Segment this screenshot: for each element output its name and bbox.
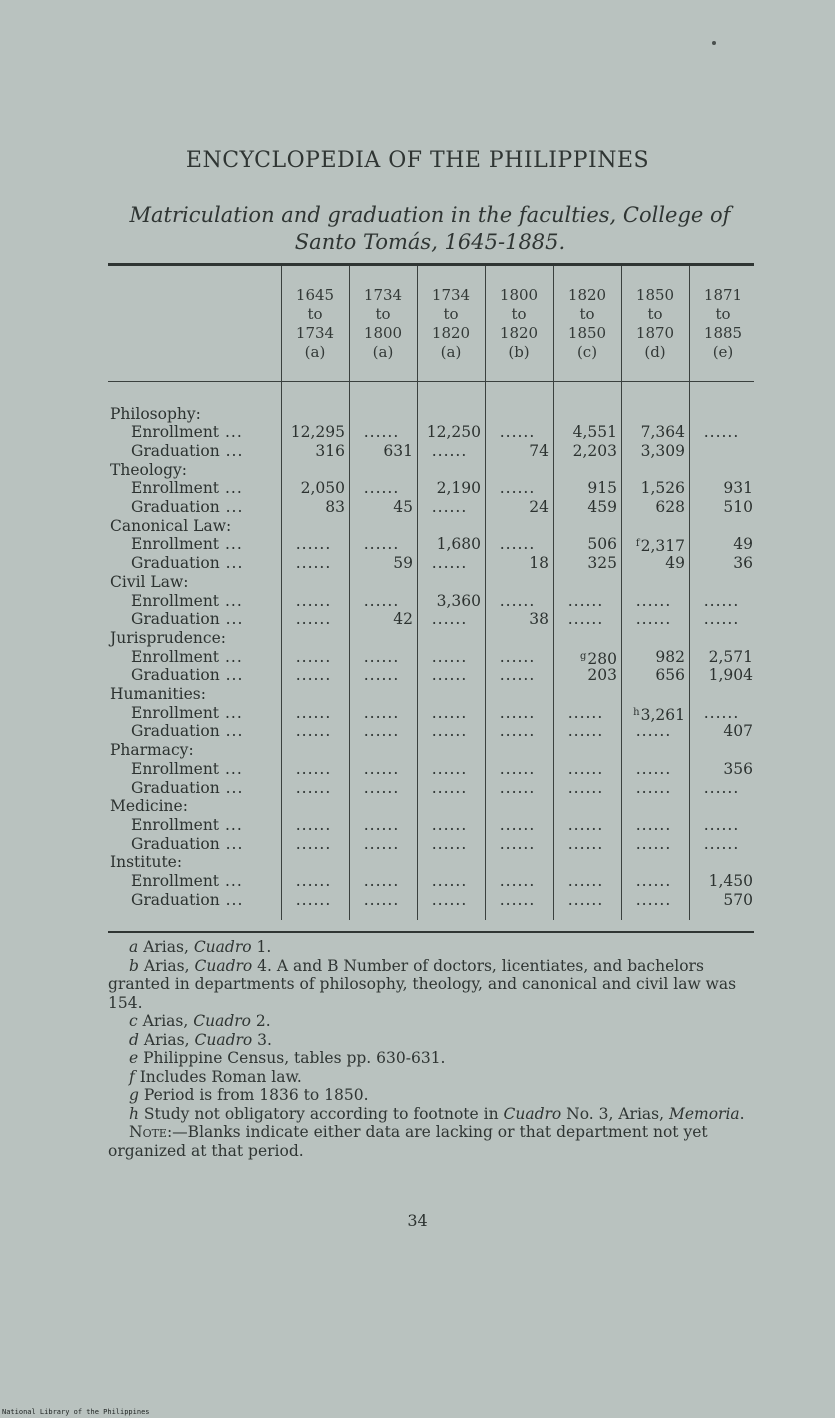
- table-cell: ......: [363, 479, 400, 498]
- table-cell: ......: [295, 535, 332, 554]
- row-label: Graduation ...: [131, 890, 244, 909]
- table-cell: 506: [587, 535, 617, 554]
- column-header-note: (c): [576, 343, 598, 361]
- table-title-line-1: Matriculation and graduation in the faculties, College of: [129, 203, 731, 227]
- table-cell: ......: [363, 834, 400, 853]
- table-cell: ......: [431, 872, 468, 890]
- table-cell: 42: [393, 610, 413, 629]
- column-header-note: (a): [440, 343, 462, 361]
- table-cell: ......: [431, 778, 468, 797]
- column-header-note: (e): [712, 343, 734, 361]
- row-label: Graduation ...: [131, 778, 244, 797]
- table-cell: ......: [567, 834, 604, 853]
- column-header-end: 1820: [431, 324, 471, 342]
- row-label: Graduation ...: [131, 610, 244, 629]
- section-label: Pharmacy:: [110, 741, 194, 760]
- table-cell: 407: [723, 722, 753, 741]
- column-header: [486, 286, 552, 362]
- table-cell: 356: [723, 759, 753, 778]
- column-header: [690, 286, 756, 362]
- table-cell: 1,680: [436, 535, 481, 554]
- table-cell: ......: [295, 647, 332, 666]
- column-header-from: 1820: [567, 286, 607, 304]
- table-cell: ......: [295, 872, 332, 890]
- row-label: Graduation ...: [131, 722, 244, 741]
- section-heading-row: [108, 629, 754, 648]
- table-cell: ......: [499, 872, 536, 890]
- section-heading-row: [108, 461, 754, 480]
- column-header: [418, 286, 484, 362]
- section-label: Civil Law:: [110, 572, 189, 591]
- table-cell: ......: [363, 872, 400, 890]
- column-header-to: to: [715, 305, 731, 323]
- table-cell: ......: [295, 834, 332, 853]
- table-top-rule: [108, 263, 754, 266]
- table-cell: ......: [499, 591, 536, 610]
- table-cell: 2,050: [300, 479, 345, 498]
- table-cell: ......: [295, 591, 332, 610]
- table-cell: ......: [635, 610, 672, 629]
- table-cell: ......: [431, 722, 468, 741]
- table-cell: ......: [295, 703, 332, 722]
- table-cell: ......: [295, 610, 332, 629]
- row-label: Enrollment ...: [131, 815, 243, 834]
- table-cell: ......: [499, 722, 536, 741]
- table-cell: ......: [295, 815, 332, 834]
- table-cell: ......: [363, 591, 400, 610]
- table-cell: ......: [703, 591, 740, 610]
- table-cell: ......: [431, 498, 468, 516]
- table-row: [108, 498, 754, 517]
- table-cell: ......: [363, 666, 400, 685]
- table-cell: 1,904: [708, 666, 753, 685]
- running-head: ENCYCLOPEDIA OF THE PHILIPPINES: [185, 148, 650, 173]
- table-cell: 982: [655, 647, 685, 666]
- table-cell: 316: [315, 441, 345, 460]
- table-cell: 1,450: [708, 872, 753, 890]
- table-row: [108, 442, 754, 461]
- table-cell: ......: [567, 610, 604, 629]
- table-cell: ......: [567, 591, 604, 610]
- table-cell: ......: [499, 535, 536, 554]
- column-header-end: 1870: [635, 324, 675, 342]
- section-label: Philosophy:: [110, 404, 201, 423]
- table-cell: 2,203: [572, 441, 617, 460]
- table-cell: 49: [665, 554, 685, 573]
- column-header-note: (d): [644, 343, 666, 361]
- table-cell: ......: [363, 535, 400, 554]
- table-cell: ......: [499, 890, 536, 909]
- column-header-from: 1734: [363, 286, 403, 304]
- table-cell: ......: [295, 666, 332, 685]
- table-cell: ......: [295, 722, 332, 741]
- section-label: Medicine:: [110, 797, 188, 816]
- table-cell: ......: [703, 703, 740, 722]
- table-row: [108, 592, 754, 611]
- footnote-g: g Period is from 1836 to 1850.: [129, 1086, 369, 1104]
- section-label: Canonical Law:: [110, 516, 232, 535]
- table-row: [108, 872, 754, 891]
- footnote-e: e Philippine Census, tables pp. 630-631.: [129, 1049, 446, 1067]
- section-heading-row: [108, 573, 754, 592]
- table-cell: ......: [635, 890, 672, 909]
- ink-speck: [712, 41, 716, 45]
- section-heading-row: [108, 853, 754, 872]
- table-cell: ......: [703, 778, 740, 797]
- column-header-from: 1850: [635, 286, 675, 304]
- table-cell: ......: [703, 815, 740, 834]
- table-row: [108, 835, 754, 854]
- table-cell: ......: [363, 759, 400, 778]
- column-header-note: (a): [372, 343, 394, 361]
- section-label: Humanities:: [110, 685, 206, 703]
- table-cell: ......: [295, 759, 332, 778]
- row-label: Graduation ...: [131, 834, 244, 853]
- table-cell: ......: [431, 834, 468, 853]
- table-cell: ......: [431, 441, 468, 460]
- column-header-end: 1734: [295, 324, 335, 342]
- table-cell: 510: [723, 498, 753, 516]
- table-cell: $^g$280: [580, 649, 617, 668]
- section-heading-row: [108, 405, 754, 424]
- column-header-end: 1820: [499, 324, 539, 342]
- table-cell: ......: [703, 834, 740, 853]
- section-heading-row: [108, 741, 754, 760]
- table-cell: ......: [635, 591, 672, 610]
- table-cell: ......: [567, 890, 604, 909]
- table-cell: 24: [529, 498, 549, 516]
- table-row: [108, 554, 754, 573]
- column-header-to: to: [579, 305, 595, 323]
- table-row: [108, 779, 754, 798]
- table-cell: 325: [587, 554, 617, 573]
- column-header-end: 1885: [703, 324, 743, 342]
- table-cell: ......: [567, 703, 604, 722]
- table-cell: ......: [567, 778, 604, 797]
- column-header: [554, 286, 620, 362]
- table-cell: ......: [567, 872, 604, 890]
- column-header-from: 1645: [295, 286, 335, 304]
- section-label: Theology:: [110, 460, 188, 479]
- column-header-to: to: [443, 305, 459, 323]
- column-header-from: 1871: [703, 286, 743, 304]
- table-cell: 915: [587, 479, 617, 498]
- table-cell: ......: [363, 647, 400, 666]
- table-cell: ......: [703, 423, 740, 442]
- table-row: [108, 704, 754, 723]
- footnote-a: a Arias, Cuadro 1.: [129, 938, 272, 956]
- row-label: Graduation ...: [131, 666, 244, 685]
- section-label: Jurisprudence:: [110, 628, 226, 647]
- table-cell: 2,571: [708, 647, 753, 666]
- table-cell: 83: [325, 498, 345, 516]
- table-cell: 45: [393, 498, 413, 516]
- footnote-f: f Includes Roman law.: [129, 1067, 302, 1086]
- row-label: Enrollment ...: [131, 591, 243, 610]
- column-header: [350, 286, 416, 362]
- column-header-note: (b): [508, 343, 530, 361]
- table-cell: 38: [529, 610, 549, 629]
- table-cell: 2,190: [436, 479, 481, 498]
- row-label: Enrollment ...: [131, 423, 243, 442]
- table-cell: $^h$3,261: [633, 705, 685, 724]
- table-cell: 3,309: [640, 441, 685, 460]
- table-cell: 631: [383, 441, 413, 460]
- table-cell: ......: [431, 890, 468, 909]
- table-cell: ......: [635, 778, 672, 797]
- page-number: 34: [407, 1211, 428, 1230]
- table-row: [108, 535, 754, 554]
- table-cell: ......: [431, 610, 468, 629]
- table-cell: ......: [499, 666, 536, 685]
- table-bottom-rule: [108, 931, 754, 933]
- table-cell: 7,364: [640, 423, 685, 442]
- table-cell: ......: [363, 423, 400, 442]
- table-cell: 12,250: [426, 423, 481, 442]
- table-cell: ......: [363, 890, 400, 909]
- library-credit: National Library of the Philippines: [2, 1408, 150, 1416]
- column-header-to: to: [307, 305, 323, 323]
- row-label: Enrollment ...: [131, 703, 243, 722]
- table-cell: ......: [363, 703, 400, 722]
- table-cell: ......: [567, 815, 604, 834]
- row-label: Graduation ...: [131, 498, 244, 516]
- row-label: Enrollment ...: [131, 759, 243, 778]
- section-heading-row: [108, 797, 754, 816]
- table-cell: 656: [655, 666, 685, 685]
- table-cell: ......: [635, 759, 672, 778]
- table-cell: ......: [363, 722, 400, 741]
- table-cell: ......: [567, 759, 604, 778]
- table-cell: ......: [499, 479, 536, 498]
- table-cell: ......: [499, 815, 536, 834]
- table-cell: 36: [733, 554, 753, 573]
- table-cell: ......: [499, 834, 536, 853]
- column-header: [622, 286, 688, 362]
- table-cell: ......: [499, 778, 536, 797]
- row-label: Enrollment ...: [131, 535, 243, 554]
- table-cell: ......: [567, 722, 604, 741]
- table-cell: 570: [723, 890, 753, 909]
- table-cell: ......: [499, 647, 536, 666]
- table-cell: ......: [295, 778, 332, 797]
- column-header-note: (a): [304, 343, 326, 361]
- table-cell: 1,526: [640, 479, 685, 498]
- table-row: [108, 479, 754, 498]
- table-cell: ......: [499, 703, 536, 722]
- table-cell: ......: [363, 778, 400, 797]
- table-cell: ......: [499, 759, 536, 778]
- section-heading-row: [108, 517, 754, 536]
- table-row: [108, 816, 754, 835]
- column-header-end: 1850: [567, 324, 607, 342]
- table-row: [108, 610, 754, 629]
- table-row: [108, 423, 754, 442]
- table-cell: 459: [587, 498, 617, 516]
- table-cell: ......: [295, 554, 332, 573]
- table-row: [108, 891, 754, 910]
- table-cell: ......: [431, 759, 468, 778]
- column-header-from: 1734: [431, 286, 471, 304]
- table-row: [108, 722, 754, 741]
- column-header-to: to: [375, 305, 391, 323]
- table-title-line-2: Santo Tomás, 1645-1885.: [294, 230, 566, 254]
- table-cell: ......: [431, 647, 468, 666]
- section-heading-row: [108, 685, 754, 704]
- table-cell: ......: [635, 872, 672, 890]
- table-cell: ......: [431, 703, 468, 722]
- table-cell: $^f$2,317: [635, 537, 685, 556]
- column-header-from: 1800: [499, 286, 539, 304]
- table-cell: ......: [431, 554, 468, 573]
- footnote-h: h Study not obligatory according to footnote in Cuadro No. 3, Arias, Memoria.: [129, 1104, 745, 1123]
- column-header-end: 1800: [363, 324, 403, 342]
- row-label: Enrollment ...: [131, 479, 243, 498]
- column-header-to: to: [647, 305, 663, 323]
- table-title: [100, 202, 760, 256]
- footnote-d: d Arias, Cuadro 3.: [129, 1030, 272, 1049]
- column-header-to: to: [511, 305, 527, 323]
- row-label: Enrollment ...: [131, 647, 243, 666]
- table-cell: ......: [431, 666, 468, 685]
- table-row: [108, 666, 754, 685]
- table-cell: ......: [635, 815, 672, 834]
- table-header-rule: [108, 381, 754, 382]
- table-cell: ......: [499, 423, 536, 442]
- table-cell: 3,360: [436, 591, 481, 610]
- table-cell: ......: [703, 610, 740, 629]
- table-cell: ......: [635, 722, 672, 741]
- column-header: [282, 286, 348, 362]
- row-label: Graduation ...: [131, 554, 244, 573]
- footnote-c: c Arias, Cuadro 2.: [129, 1012, 271, 1030]
- table-note: Note:—Blanks indicate either data are lacking or that department not yet organized at that period.: [108, 1123, 708, 1160]
- section-label: Institute:: [110, 853, 183, 872]
- table-cell: 59: [393, 554, 413, 573]
- table-row: [108, 760, 754, 779]
- table-cell: 49: [733, 535, 753, 554]
- table-cell: ......: [431, 815, 468, 834]
- table-cell: 628: [655, 498, 685, 516]
- table-cell: 931: [723, 479, 753, 498]
- table-cell: 203: [587, 666, 617, 685]
- table-cell: 12,295: [290, 423, 345, 442]
- table-cell: ......: [635, 834, 672, 853]
- table-cell: 18: [529, 554, 549, 573]
- table-cell: ......: [363, 815, 400, 834]
- table-row: [108, 648, 754, 667]
- table-cell: 4,551: [572, 423, 617, 442]
- table-cell: ......: [295, 890, 332, 909]
- footnotes: [108, 938, 756, 1160]
- table-cell: 74: [529, 441, 549, 460]
- row-label: Enrollment ...: [131, 872, 243, 890]
- row-label: Graduation ...: [131, 441, 244, 460]
- footnote-b: b Arias, Cuadro 4. A and B Number of doctors, licentiates, and bachelors granted in departments of philosophy, theology, and canonical and civil law was 154.: [108, 956, 737, 1012]
